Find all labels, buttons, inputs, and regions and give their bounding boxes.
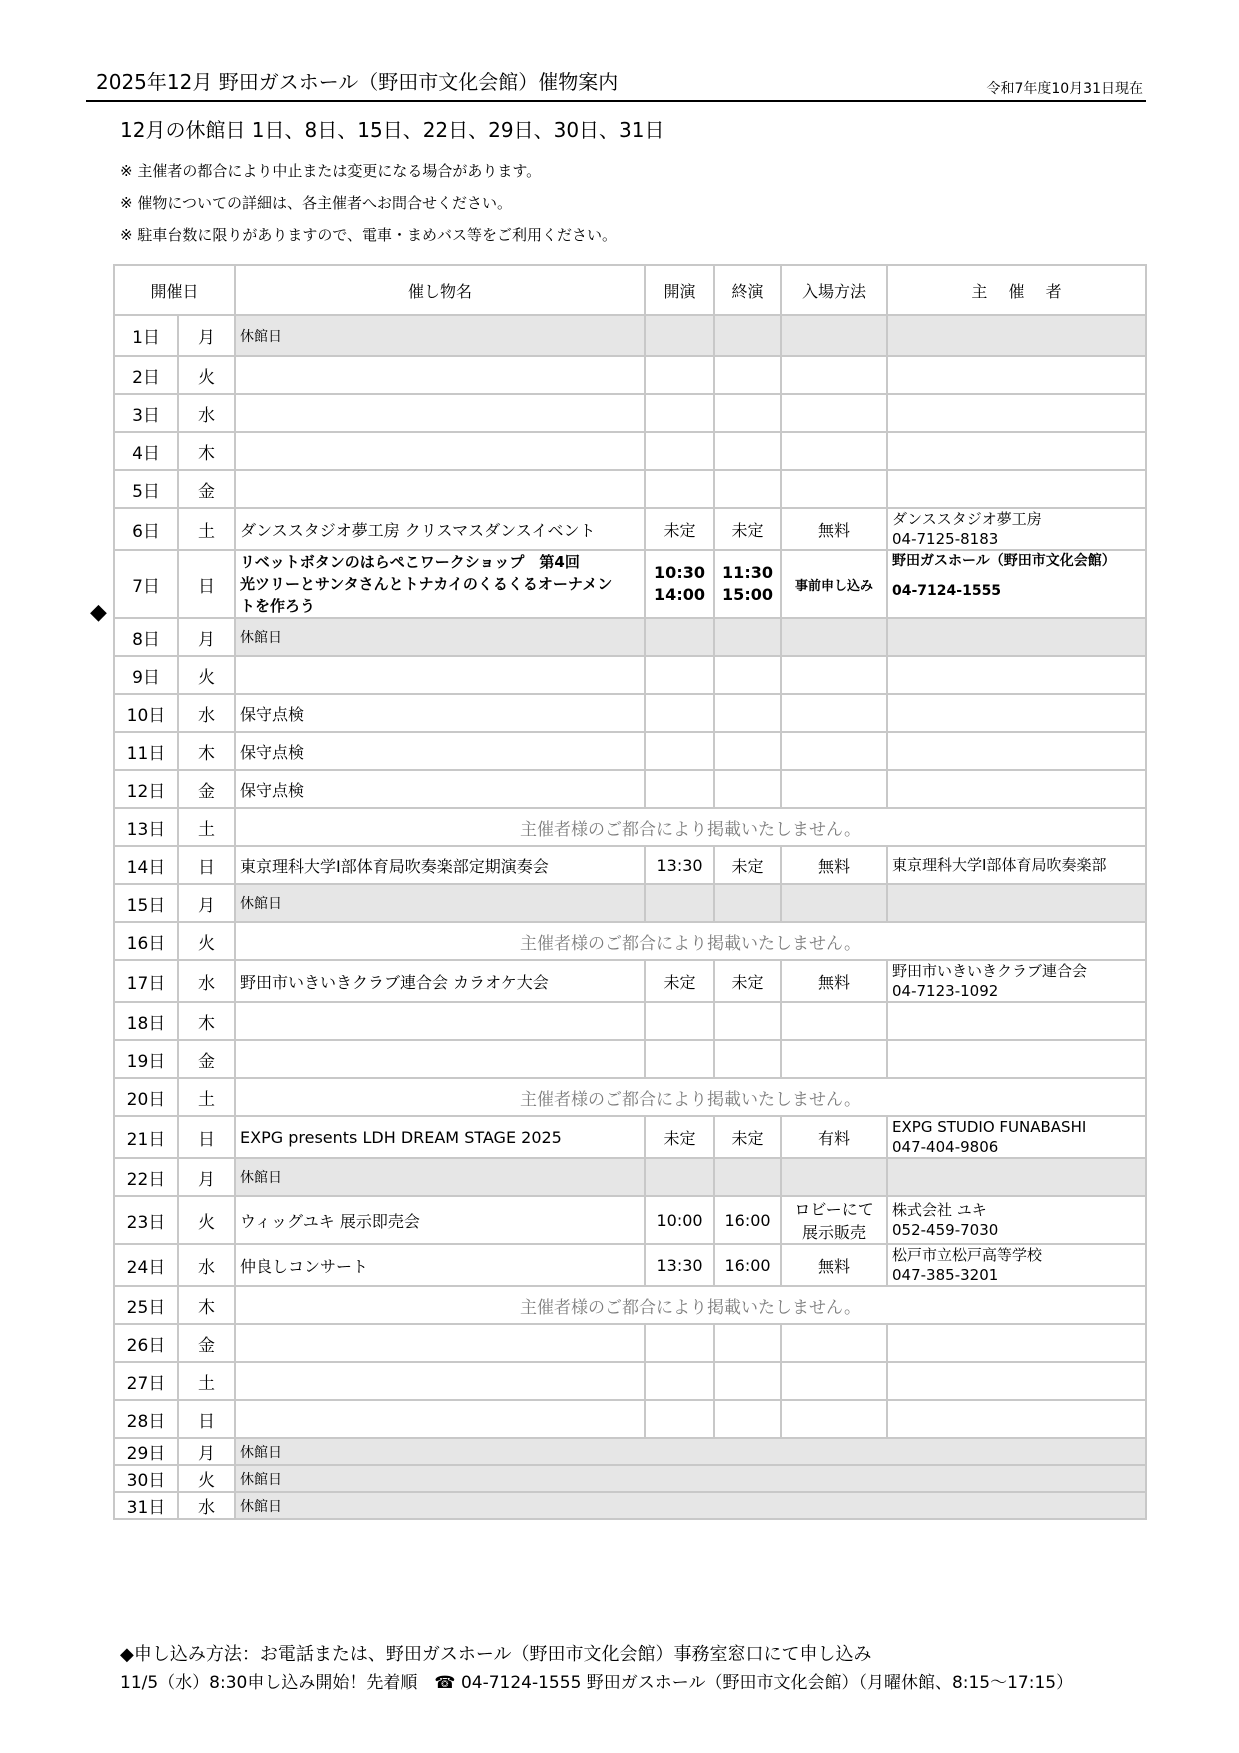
weekday-cell: 木: [178, 732, 235, 770]
event-name: 東京理科大学I部体育局吹奏楽部定期演奏会: [235, 846, 645, 884]
note-line: ※ 催物についての詳細は、各主催者へお問合せください。: [120, 194, 513, 212]
event-name: EXPG presents LDH DREAM STAGE 2025: [235, 1116, 645, 1158]
admission: 無料: [781, 846, 887, 884]
table-row: [114, 1400, 1146, 1438]
event-name: [235, 1400, 645, 1438]
admission: [781, 1324, 887, 1362]
header-organizer: 主 催 者: [887, 265, 1146, 315]
admission: [781, 1158, 887, 1196]
event-name: 保守点検: [235, 770, 645, 808]
table-row: [114, 694, 1146, 732]
weekday-cell: 土: [178, 808, 235, 846]
organizer: [887, 656, 1146, 694]
start-time: [645, 884, 714, 922]
table-row: [114, 922, 1146, 960]
header-date: 開催日: [114, 265, 235, 315]
event-name: 休館日: [235, 1438, 1146, 1465]
table-row: [114, 1158, 1146, 1196]
table-row: [114, 1286, 1146, 1324]
organizer: [887, 508, 1146, 550]
table-row: [114, 550, 1146, 618]
date-cell: 14日: [114, 846, 178, 884]
start-time: [645, 432, 714, 470]
date-cell: 5日: [114, 470, 178, 508]
date-cell: 22日: [114, 1158, 178, 1196]
organizer: [887, 1324, 1146, 1362]
event-name-line: 光ツリーとサンタさんとトナカイのくるくるオーナメン: [240, 575, 613, 593]
end-time: 未定: [714, 508, 781, 550]
end-time: [714, 550, 781, 618]
organizer: [887, 1040, 1146, 1078]
event-name: 仲良しコンサート: [235, 1244, 645, 1286]
date-cell: 25日: [114, 1286, 178, 1324]
admission: 事前申し込み: [781, 550, 887, 618]
weekday-cell: 土: [178, 1078, 235, 1116]
event-schedule-table: [113, 264, 1147, 1520]
table-row: [114, 1324, 1146, 1362]
date-cell: 21日: [114, 1116, 178, 1158]
admission: [781, 770, 887, 808]
table-row: [114, 808, 1146, 846]
organizer: [887, 394, 1146, 432]
date-cell: 13日: [114, 808, 178, 846]
start-time: [645, 770, 714, 808]
organizer-line: 株式会社 ユキ: [892, 1201, 987, 1219]
event-name: [235, 1002, 645, 1040]
admission: [781, 884, 887, 922]
header-start: 開演: [645, 265, 714, 315]
end-time: 未定: [714, 1116, 781, 1158]
organizer: [887, 1116, 1146, 1158]
start-time: [645, 394, 714, 432]
event-name: 休館日: [235, 618, 645, 656]
organizer-line: 04-7125-8183: [892, 530, 999, 548]
date-cell: 29日: [114, 1438, 178, 1465]
organizer: [887, 1158, 1146, 1196]
table-row: [114, 732, 1146, 770]
table-row: [114, 1465, 1146, 1492]
weekday-cell: 火: [178, 1196, 235, 1244]
admission: [781, 1362, 887, 1400]
date-cell: 3日: [114, 394, 178, 432]
organizer-line: EXPG STUDIO FUNABASHI: [892, 1118, 1087, 1136]
end-time: [714, 656, 781, 694]
event-name: 休館日: [235, 1465, 1146, 1492]
event-name-line: トを作ろう: [240, 597, 316, 615]
organizer: [887, 356, 1146, 394]
date-cell: 31日: [114, 1492, 178, 1519]
start-time: [645, 470, 714, 508]
event-name: 休館日: [235, 884, 645, 922]
weekday-cell: 月: [178, 1438, 235, 1465]
as-of-date: 令和7年度10月31日現在: [986, 81, 1143, 97]
event-name: [235, 470, 645, 508]
event-name: ダンススタジオ夢工房 クリスマスダンスイベント: [235, 508, 645, 550]
weekday-cell: 土: [178, 508, 235, 550]
date-cell: 7日: [114, 550, 178, 618]
end-time: [714, 315, 781, 356]
organizer: [887, 618, 1146, 656]
organizer-line: 野田市いきいきクラブ連合会: [892, 962, 1088, 980]
end-time: [714, 432, 781, 470]
start-time: [645, 1158, 714, 1196]
note-line: ※ 駐車台数に限りがありますので、電車・まめバス等をご利用ください。: [120, 226, 618, 244]
organizer-line: ダンススタジオ夢工房: [892, 510, 1042, 528]
end-time: 未定: [714, 846, 781, 884]
organizer-line: 04-7124-1555: [892, 583, 1002, 599]
admission: [781, 394, 887, 432]
event-name: 休館日: [235, 1492, 1146, 1519]
end-time: [714, 1362, 781, 1400]
organizer: [887, 1002, 1146, 1040]
unlisted-notice: 主催者様のご都合により掲載いたしません。: [235, 808, 1146, 846]
event-name: ウィッグユキ 展示即売会: [235, 1196, 645, 1244]
organizer-line: 松戸市立松戸高等学校: [892, 1246, 1043, 1264]
admission: [781, 1196, 887, 1244]
date-cell: 2日: [114, 356, 178, 394]
weekday-cell: 火: [178, 356, 235, 394]
table-row: [114, 1438, 1146, 1465]
notes: [120, 160, 617, 256]
header-divider: [86, 100, 1146, 102]
event-name: [235, 432, 645, 470]
weekday-cell: 木: [178, 432, 235, 470]
end-time: 16:00: [714, 1196, 781, 1244]
table-row: [114, 315, 1146, 356]
start-time: 13:30: [645, 846, 714, 884]
organizer-line: 047-385-3201: [892, 1266, 999, 1284]
date-cell: 6日: [114, 508, 178, 550]
admission: [781, 356, 887, 394]
weekday-cell: 月: [178, 884, 235, 922]
admission: [781, 1400, 887, 1438]
start-time: 10:00: [645, 1196, 714, 1244]
end-time: 未定: [714, 960, 781, 1002]
weekday-cell: 木: [178, 1002, 235, 1040]
start-time: 未定: [645, 1116, 714, 1158]
organizer: [887, 732, 1146, 770]
table-row: [114, 1078, 1146, 1116]
event-name: [235, 1324, 645, 1362]
admission-line: ロビーにて: [794, 1200, 874, 1219]
weekday-cell: 月: [178, 315, 235, 356]
end-time: [714, 1002, 781, 1040]
table-row: [114, 770, 1146, 808]
end-time: [714, 470, 781, 508]
weekday-cell: 金: [178, 1324, 235, 1362]
date-cell: 17日: [114, 960, 178, 1002]
organizer: [887, 432, 1146, 470]
end-time: [714, 694, 781, 732]
unlisted-notice: 主催者様のご都合により掲載いたしません。: [235, 1078, 1146, 1116]
table-row: [114, 618, 1146, 656]
start-time: [645, 618, 714, 656]
table-row: [114, 432, 1146, 470]
weekday-cell: 月: [178, 1158, 235, 1196]
weekday-cell: 水: [178, 1492, 235, 1519]
admission: [781, 470, 887, 508]
note-line: ※ 主催者の都合により中止または変更になる場合があります。: [120, 162, 542, 180]
start-time-line: 10:30: [654, 563, 705, 582]
organizer-line: 052-459-7030: [892, 1221, 999, 1239]
admission: 有料: [781, 1116, 887, 1158]
date-cell: 15日: [114, 884, 178, 922]
end-time: [714, 618, 781, 656]
weekday-cell: 月: [178, 618, 235, 656]
admission: [781, 732, 887, 770]
admission: 無料: [781, 1244, 887, 1286]
start-time: [645, 732, 714, 770]
admission: [781, 432, 887, 470]
start-time: [645, 1324, 714, 1362]
table-row: [114, 394, 1146, 432]
weekday-cell: 火: [178, 1465, 235, 1492]
organizer: [887, 470, 1146, 508]
admission: [781, 1040, 887, 1078]
organizer-line: 東京理科大学I部体育局吹奏楽部: [892, 856, 1107, 874]
end-time: [714, 356, 781, 394]
end-time: [714, 1400, 781, 1438]
end-time: [714, 1158, 781, 1196]
table-row: [114, 470, 1146, 508]
application-method: ◆申し込み方法：お電話または、野田ガスホール（野田市文化会館）事務室窓口にて申し込み: [120, 1644, 872, 1665]
end-time-line: 11:30: [722, 563, 773, 582]
start-time: 未定: [645, 960, 714, 1002]
end-time: [714, 1040, 781, 1078]
application-start: 11/5（水）8:30申し込み開始！先着順: [120, 1673, 435, 1693]
table-row: [114, 1196, 1146, 1244]
unlisted-notice: 主催者様のご都合により掲載いたしません。: [235, 1286, 1146, 1324]
date-cell: 1日: [114, 315, 178, 356]
table-row: [114, 884, 1146, 922]
organizer-line: 047-404-9806: [892, 1138, 999, 1156]
end-time: [714, 884, 781, 922]
admission-line: 展示販売: [802, 1223, 867, 1242]
date-cell: 16日: [114, 922, 178, 960]
table-row: [114, 1002, 1146, 1040]
unlisted-notice: 主催者様のご都合により掲載いたしません。: [235, 922, 1146, 960]
start-time: 未定: [645, 508, 714, 550]
start-time: 13:30: [645, 1244, 714, 1286]
contact-phone: 04-7124-1555 野田ガスホール（野田市文化会館）（月曜休館、8:15～17:15）: [455, 1673, 1074, 1693]
table-row: [114, 508, 1146, 550]
weekday-cell: 土: [178, 1362, 235, 1400]
admission: [781, 1002, 887, 1040]
event-name: [235, 356, 645, 394]
organizer: [887, 1400, 1146, 1438]
date-cell: 9日: [114, 656, 178, 694]
end-time: [714, 770, 781, 808]
page-title: 2025年12月 野田ガスホール（野田市文化会館）催物案内: [96, 70, 619, 94]
event-name: 休館日: [235, 315, 645, 356]
organizer: [887, 884, 1146, 922]
organizer: [887, 770, 1146, 808]
date-cell: 4日: [114, 432, 178, 470]
start-time: [645, 1362, 714, 1400]
application-details: [120, 1668, 1073, 1693]
weekday-cell: 金: [178, 770, 235, 808]
weekday-cell: 木: [178, 1286, 235, 1324]
date-cell: 23日: [114, 1196, 178, 1244]
admission: [781, 694, 887, 732]
diamond-marker-icon: ◆: [90, 600, 107, 625]
end-time-line: 15:00: [722, 585, 773, 604]
start-time: [645, 1400, 714, 1438]
organizer: [887, 846, 1146, 884]
date-cell: 19日: [114, 1040, 178, 1078]
start-time: [645, 1040, 714, 1078]
weekday-cell: 日: [178, 846, 235, 884]
closed-days: 12月の休館日 1日、8日、15日、22日、29日、30日、31日: [120, 118, 665, 142]
date-cell: 8日: [114, 618, 178, 656]
start-time: [645, 550, 714, 618]
admission: [781, 656, 887, 694]
event-name: [235, 1362, 645, 1400]
table-header-row: [114, 265, 1146, 315]
organizer: [887, 550, 1146, 618]
start-time-line: 14:00: [654, 585, 705, 604]
weekday-cell: 水: [178, 394, 235, 432]
end-time: [714, 1324, 781, 1362]
weekday-cell: 日: [178, 1400, 235, 1438]
date-cell: 24日: [114, 1244, 178, 1286]
organizer: [887, 1362, 1146, 1400]
event-name: [235, 394, 645, 432]
phone-icon: ☎: [434, 1673, 456, 1693]
header-admission: 入場方法: [781, 265, 887, 315]
weekday-cell: 水: [178, 694, 235, 732]
end-time: 16:00: [714, 1244, 781, 1286]
date-cell: 28日: [114, 1400, 178, 1438]
date-cell: 12日: [114, 770, 178, 808]
organizer: [887, 1244, 1146, 1286]
weekday-cell: 水: [178, 1244, 235, 1286]
start-time: [645, 315, 714, 356]
event-name: 休館日: [235, 1158, 645, 1196]
date-cell: 10日: [114, 694, 178, 732]
date-cell: 11日: [114, 732, 178, 770]
header-end: 終演: [714, 265, 781, 315]
weekday-cell: 金: [178, 470, 235, 508]
start-time: [645, 356, 714, 394]
table-row: [114, 1244, 1146, 1286]
organizer-line: 04-7123-1092: [892, 982, 999, 1000]
admission: [781, 315, 887, 356]
organizer: [887, 315, 1146, 356]
header-event: 催し物名: [235, 265, 645, 315]
event-name-line: リベットボタンのはらぺこワークショップ 第4回: [240, 553, 580, 571]
table-row: [114, 656, 1146, 694]
table-row: [114, 960, 1146, 1002]
end-time: [714, 394, 781, 432]
weekday-cell: 日: [178, 550, 235, 618]
date-cell: 26日: [114, 1324, 178, 1362]
date-cell: 27日: [114, 1362, 178, 1400]
start-time: [645, 656, 714, 694]
table-row: [114, 1362, 1146, 1400]
start-time: [645, 1002, 714, 1040]
event-name: [235, 1040, 645, 1078]
weekday-cell: 日: [178, 1116, 235, 1158]
event-name: [235, 550, 645, 618]
organizer: [887, 694, 1146, 732]
table-row: [114, 1040, 1146, 1078]
organizer-line: 野田ガスホール（野田市文化会館）: [892, 553, 1116, 569]
date-cell: 30日: [114, 1465, 178, 1492]
weekday-cell: 水: [178, 960, 235, 1002]
weekday-cell: 金: [178, 1040, 235, 1078]
event-name: [235, 656, 645, 694]
admission: 無料: [781, 508, 887, 550]
weekday-cell: 火: [178, 922, 235, 960]
event-name: 保守点検: [235, 732, 645, 770]
weekday-cell: 火: [178, 656, 235, 694]
table-row: [114, 1492, 1146, 1519]
event-name: 保守点検: [235, 694, 645, 732]
organizer-spacer: [892, 571, 1141, 581]
start-time: [645, 694, 714, 732]
table-row: [114, 1116, 1146, 1158]
admission: 無料: [781, 960, 887, 1002]
table-row: [114, 846, 1146, 884]
organizer: [887, 1196, 1146, 1244]
date-cell: 20日: [114, 1078, 178, 1116]
event-name: 野田市いきいきクラブ連合会 カラオケ大会: [235, 960, 645, 1002]
table-row: [114, 356, 1146, 394]
end-time: [714, 732, 781, 770]
admission: [781, 618, 887, 656]
organizer: [887, 960, 1146, 1002]
date-cell: 18日: [114, 1002, 178, 1040]
